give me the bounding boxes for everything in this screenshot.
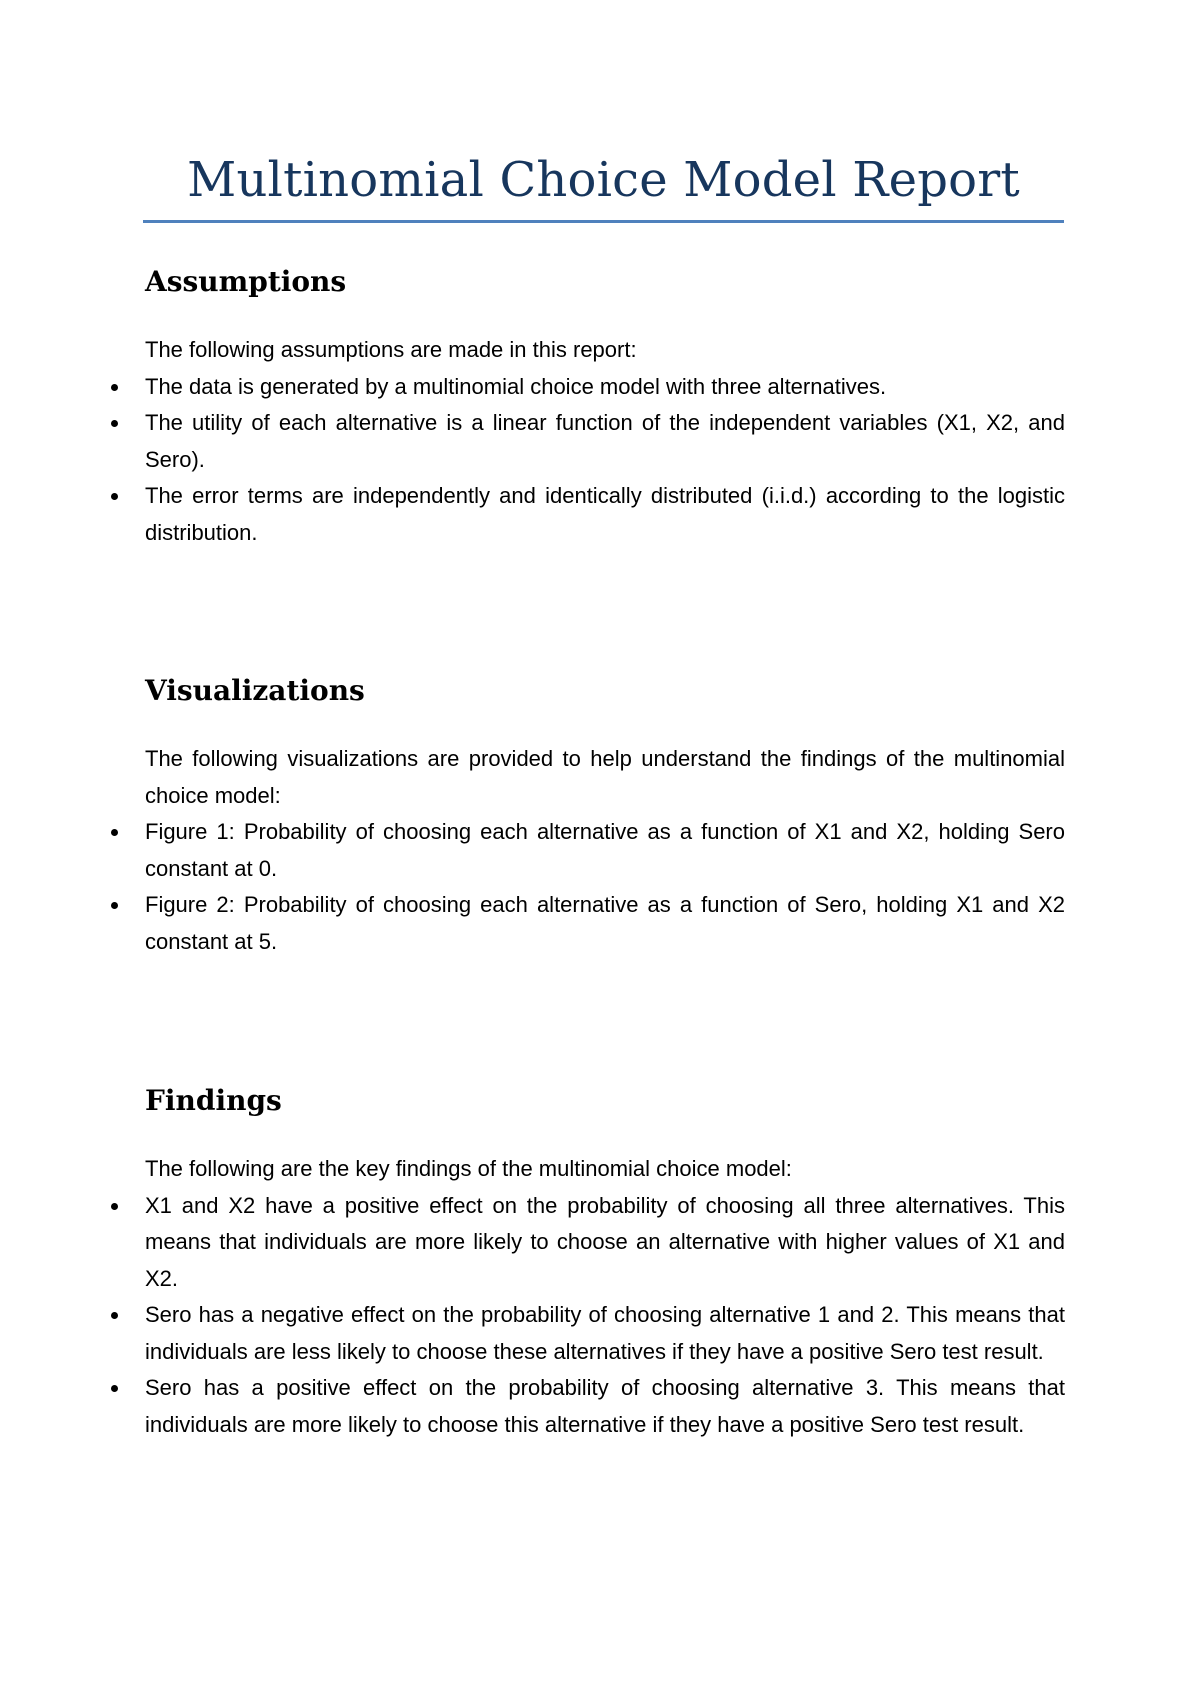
list-item-text: The data is generated by a multinomial choice model with three alternatives. bbox=[145, 373, 887, 399]
bullet-icon bbox=[111, 384, 118, 391]
list-item bbox=[145, 478, 1065, 551]
list-item bbox=[145, 405, 1065, 478]
document-title: Multinomial Choice Model Report bbox=[187, 152, 1020, 208]
list-item-text: Sero has a positive effect on the probability of choosing alternative 3. This means that individuals are more likely to choose this alternative if they have a positive Sero test result. bbox=[145, 1375, 1065, 1437]
title-block bbox=[143, 148, 1064, 223]
section-visualizations bbox=[145, 672, 1065, 960]
section-heading-visualizations: Visualizations bbox=[145, 674, 365, 707]
list-item bbox=[145, 887, 1065, 960]
list-item-text: X1 and X2 have a positive effect on the probability of choosing all three alternatives. This means that individuals are more likely to choose an alternative with higher values of X1 and X2. bbox=[145, 1192, 1065, 1291]
list-item-text: The utility of each alternative is a linear function of the independent variables (X1, X2, and Sero). bbox=[145, 410, 1065, 472]
bullet-icon bbox=[111, 902, 118, 909]
bullet-icon bbox=[111, 1203, 118, 1210]
list-item bbox=[145, 1297, 1065, 1370]
bullet-icon bbox=[111, 493, 118, 500]
list-item-text: Figure 2: Probability of choosing each alternative as a function of Sero, holding X1 and X2 constant at 5. bbox=[145, 892, 1065, 954]
bullet-icon bbox=[111, 1385, 118, 1392]
list-item bbox=[145, 814, 1065, 887]
title-underline-rule bbox=[143, 220, 1064, 223]
section-intro-findings: The following are the key findings of the multinomial choice model: bbox=[145, 1156, 792, 1181]
bullet-icon bbox=[111, 829, 118, 836]
section-heading-assumptions: Assumptions bbox=[145, 265, 347, 298]
section-intro-assumptions: The following assumptions are made in this report: bbox=[145, 337, 637, 362]
list-item bbox=[145, 1188, 1065, 1298]
bullet-icon bbox=[111, 1312, 118, 1319]
bullet-list-findings bbox=[145, 1188, 1065, 1444]
section-heading-findings: Findings bbox=[145, 1084, 282, 1117]
bullet-icon bbox=[111, 420, 118, 427]
list-item-text: Sero has a negative effect on the probability of choosing alternative 1 and 2. This means that individuals are less likely to choose these alternatives if they have a positive Sero test result. bbox=[145, 1302, 1065, 1364]
list-item-text: Figure 1: Probability of choosing each alternative as a function of X1 and X2, holding Sero constant at 0. bbox=[145, 819, 1065, 881]
list-item-text: The error terms are independently and identically distributed (i.i.d.) according to the logistic distribution. bbox=[145, 483, 1065, 545]
bullet-list-assumptions bbox=[145, 369, 1065, 552]
list-item bbox=[145, 1370, 1065, 1443]
bullet-list-visualizations bbox=[145, 814, 1065, 960]
section-intro-visualizations: The following visualizations are provided to help understand the findings of the multinomial choice model: bbox=[145, 746, 1065, 808]
section-findings bbox=[145, 1082, 1065, 1443]
list-item bbox=[145, 369, 1065, 406]
section-assumptions bbox=[145, 263, 1065, 551]
